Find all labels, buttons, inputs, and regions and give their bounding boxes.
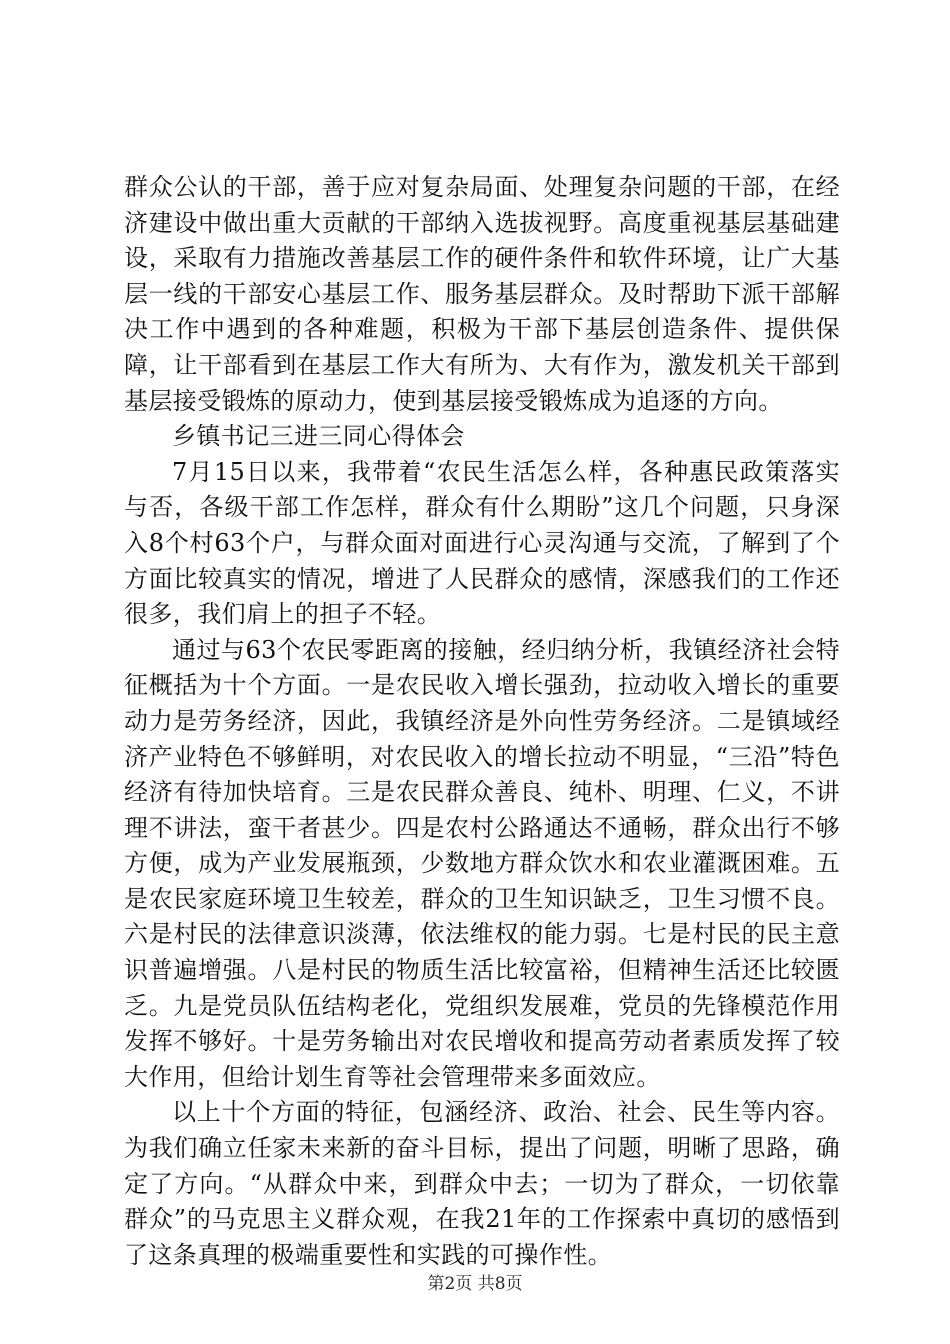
paragraph-2: 7月15日以来，我带着“农民生活怎么样，各种惠民政策落实与否，各级干部工作怎样，群众有什么期盼”这几个问题，只身深入8个村63个户，与群众面对面进行心灵沟通与交流，了解到了个方面比较真实的情况，增进了人民群众的感情，深感我们的工作还很多，我们肩上的担子不轻。 — [124, 457, 840, 629]
document-body — [124, 170, 840, 1273]
section-title: 乡镇书记三进三同心得体会 — [172, 422, 465, 451]
paragraph-4: 以上十个方面的特征，包涵经济、政治、社会、民生等内容。为我们确立任家未来新的奋斗目标，提出了问题，明晰了思路，确定了方向。“从群众中来，到群众中去；一切为了群众，一切依靠群众”的马克思主义群众观，在我21年的工作探索中真切的感悟到了这条真理的极端重要性和实践的可操作性。 — [124, 1098, 840, 1269]
paragraph-3: 通过与63个农民零距离的接触，经归纳分析，我镇经济社会特征概括为十个方面。一是农民收入增长强劲，拉动收入增长的重要动力是劳务经济，因此，我镇经济是外向性劳务经济。二是镇域经济产业特色不够鲜明，对农民收入的增长拉动不明显，“三沿”特色经济有待加快培育。三是农民群众善良、纯朴、明理、仁义，不讲理不讲法，蛮干者甚少。四是农村公路通达不通畅，群众出行不够方便，成为产业发展瓶颈，少数地方群众饮水和农业灌溉困难。五是农民家庭环境卫生较差，群众的卫生知识缺乏，卫生习惯不良。六是村民的法律意识淡薄，依法维权的能力弱。七是村民的民主意识普遍增强。八是村民的物质生活比较富裕，但精神生活还比较匮乏。九是党员队伍结构老化，党组织发展难，党员的先锋模范作用发挥不够好。十是劳务输出对农民增收和提高劳动者素质发挥了较大作用，但给计划生育等社会管理带来多面效应。 — [124, 635, 840, 1091]
paragraph-1: 群众公认的干部，善于应对复杂局面、处理复杂问题的干部，在经济建设中做出重大贡献的干部纳入选拔视野。高度重视基层基础建设，采取有力措施改善基层工作的硬件条件和软件环境，让广大基层一线的干部安心基层工作、服务基层群众。及时帮助下派干部解决工作中遇到的各种难题，积极为干部下基层创造条件、提供保障，让干部看到在基层工作大有所为、大有作为，激发机关干部到基层接受锻炼的原动力，使到基层接受锻炼成为追逐的方向。 — [124, 173, 840, 415]
page-number-footer: 第2页 共8页 — [427, 1274, 523, 1294]
